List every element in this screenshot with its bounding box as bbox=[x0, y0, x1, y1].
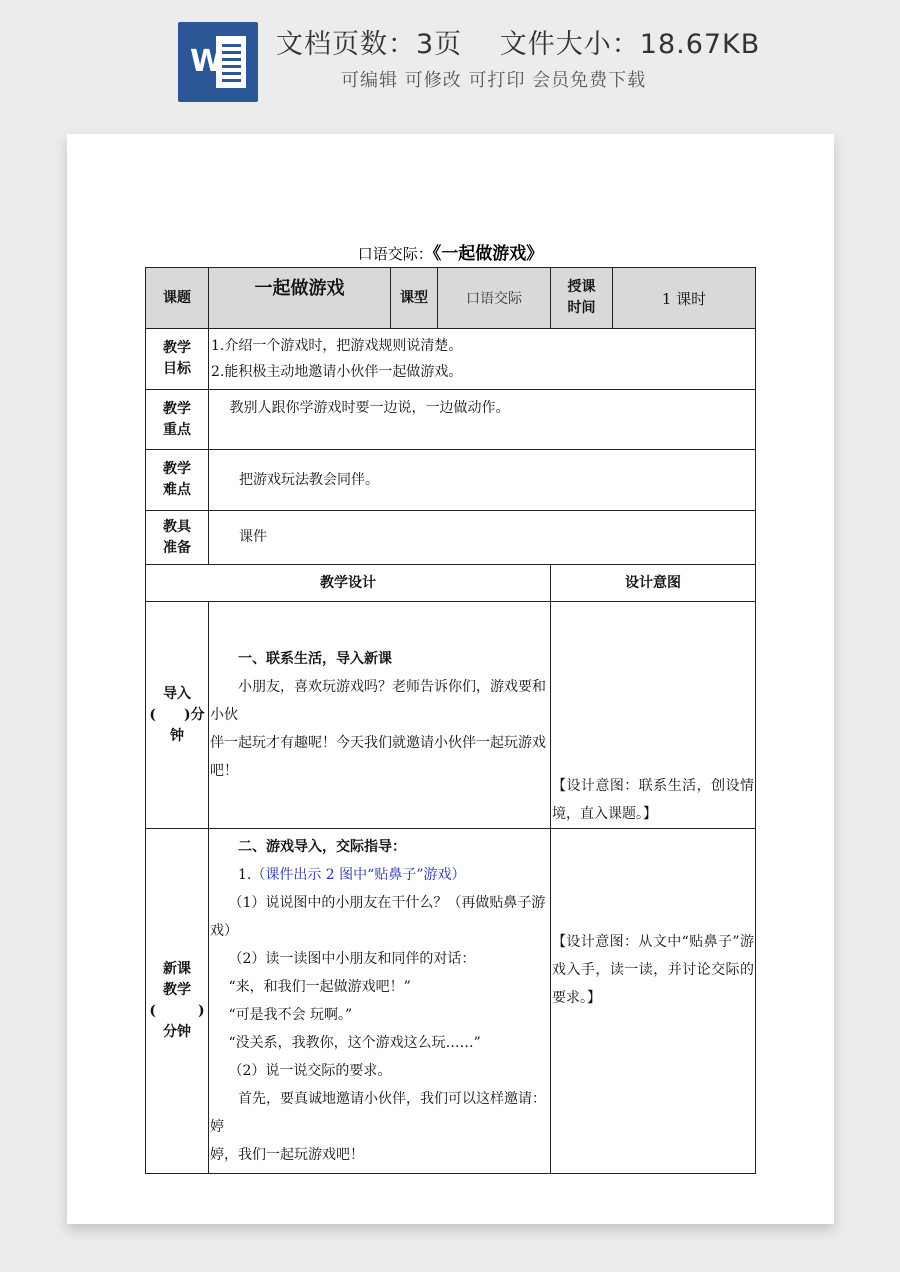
materials-row bbox=[146, 511, 756, 565]
download-banner bbox=[0, 0, 900, 120]
time-label-line1: 授课 bbox=[567, 279, 596, 295]
design-header-row bbox=[146, 565, 756, 602]
new-lesson-line: “没关系，我教你，这个游戏这么玩……” bbox=[210, 1035, 481, 1051]
materials-label-line2: 准备 bbox=[163, 539, 191, 556]
goal-line: 1.介绍一个游戏时，把游戏规则说清楚。 bbox=[211, 338, 463, 354]
time-value: 1 课时 bbox=[613, 268, 756, 329]
goals-label bbox=[146, 329, 209, 390]
new-lesson-label-line4: 分钟 bbox=[163, 1024, 191, 1040]
key-points-label-line1: 教学 bbox=[163, 400, 191, 417]
design-header-right: 设计意图 bbox=[551, 565, 756, 602]
materials-label-line1: 教具 bbox=[163, 518, 191, 535]
new-lesson-label-line3: ( ) bbox=[149, 1003, 205, 1019]
materials-label bbox=[146, 511, 209, 565]
time-label bbox=[551, 268, 613, 329]
intro-label-line2: ( )分 bbox=[149, 706, 205, 723]
new-lesson-line: 首先，要真诚地邀请小伙伴，我们可以这样邀请：婷 bbox=[210, 1091, 546, 1135]
intro-label bbox=[146, 602, 209, 829]
intro-text-line: 小朋友，喜欢玩游戏吗？老师告诉你们，游戏要和小伙 bbox=[210, 679, 546, 723]
new-lesson-line: “来，和我们一起做游戏吧！” bbox=[210, 979, 411, 995]
new-lesson-line: （1）说说图中的小朋友在干什么？（再做贴鼻子游戏） bbox=[210, 895, 546, 939]
difficulty-label bbox=[146, 450, 209, 511]
document-page bbox=[67, 134, 834, 1224]
goals-label-line1: 教学 bbox=[163, 340, 191, 356]
new-lesson-content bbox=[209, 829, 551, 1174]
document-title-prefix: 口语交际： bbox=[357, 245, 433, 263]
new-lesson-intent: 【设计意图：从文中“贴鼻子”游戏入手，读一读，并讨论交际的要求。】 bbox=[551, 829, 756, 1174]
word-letter: W bbox=[190, 44, 224, 79]
new-lesson-item-1 bbox=[210, 861, 549, 889]
intro-section-row bbox=[146, 602, 756, 829]
type-value: 口语交际 bbox=[438, 268, 551, 329]
difficulty-content: 把游戏玩法教会同伴。 bbox=[209, 450, 756, 511]
topic-label: 课题 bbox=[146, 268, 209, 329]
item-number: 1. bbox=[210, 867, 252, 883]
intro-label-line3: 钟 bbox=[170, 727, 184, 744]
new-lesson-label-line2: 教学 bbox=[163, 982, 191, 998]
key-points-row bbox=[146, 390, 756, 450]
type-label: 课型 bbox=[391, 268, 438, 329]
intro-intent: 【设计意图：联系生活，创设情境，直入课题。】 bbox=[551, 602, 756, 829]
goals-label-line2: 目标 bbox=[163, 361, 191, 377]
goals-content bbox=[209, 329, 756, 390]
difficulty-row bbox=[146, 450, 756, 511]
goal-line: 2.能积极主动地邀请小伙伴一起做游戏。 bbox=[211, 364, 463, 380]
intro-content bbox=[209, 602, 551, 829]
lesson-plan-table bbox=[145, 267, 756, 1174]
new-lesson-heading: 二、游戏导入，交际指导： bbox=[210, 839, 406, 855]
time-label-line2: 时间 bbox=[567, 300, 596, 316]
new-lesson-line: （2）说一说交际的要求。 bbox=[210, 1063, 392, 1079]
difficulty-label-line1: 教学 bbox=[163, 461, 191, 477]
new-lesson-line: 婷，我们一起玩游戏吧！ bbox=[210, 1147, 364, 1163]
new-lesson-label-line1: 新课 bbox=[163, 961, 191, 977]
key-points-content: 教别人跟你学游戏时要一边说，一边做动作。 bbox=[209, 390, 756, 450]
word-document-icon bbox=[178, 22, 258, 102]
intro-label-line1: 导入 bbox=[163, 685, 191, 702]
intro-text-line: 伴一起玩才有趣呢！今天我们就邀请小伙伴一起玩游戏吧！ bbox=[210, 735, 546, 779]
lesson-info-row bbox=[146, 268, 756, 329]
new-lesson-line: “可是我不会 玩啊。” bbox=[210, 1007, 353, 1023]
materials-content: 课件 bbox=[209, 511, 756, 565]
document-title bbox=[67, 239, 834, 264]
new-lesson-line: （2）读一读图中小朋友和同伴的对话： bbox=[210, 951, 476, 967]
goals-row bbox=[146, 329, 756, 390]
topic-value: 一起做游戏 bbox=[209, 268, 391, 329]
new-lesson-section-row bbox=[146, 829, 756, 1174]
file-info-title: 文档页数：3页 文件大小：18.67KB bbox=[276, 29, 761, 60]
key-points-label bbox=[146, 390, 209, 450]
document-title-main: 《一起做游戏》 bbox=[432, 244, 544, 264]
intro-heading: 一、联系生活，导入新课 bbox=[210, 651, 392, 667]
file-info-subtitle: 可编辑 可修改 可打印 会员免费下载 bbox=[341, 70, 647, 91]
new-lesson-label bbox=[146, 829, 209, 1174]
difficulty-label-line2: 难点 bbox=[163, 482, 191, 498]
courseware-instruction: （课件出示 2 图中“贴鼻子”游戏） bbox=[251, 867, 466, 883]
key-points-label-line2: 重点 bbox=[163, 421, 191, 438]
design-header-left: 教学设计 bbox=[146, 565, 551, 602]
